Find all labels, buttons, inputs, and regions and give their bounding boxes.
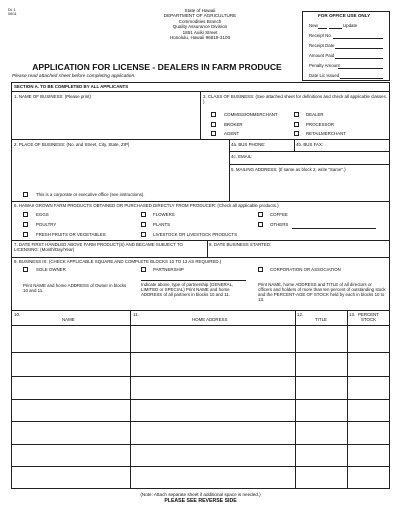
office-amount-paid-label: Amount Paid <box>309 53 335 58</box>
col-address-header: HOME ADDRESS <box>192 317 228 322</box>
block7-label: 7. DATE FIRST HANDLED ABOVE FARM PRODUCT(S) AND BECAME SUBJECT TO LICENSING: (Month/Day/Year) <box>14 242 183 252</box>
class-retail-checkbox[interactable] <box>294 131 299 136</box>
mailing-address-label: 5. MAILING ADDRESS: (If same as block 2, write "Same".) <box>231 167 346 172</box>
col12-number: 12. <box>297 312 304 317</box>
header-line3: Commodities Branch <box>178 18 222 24</box>
class-retail-label: RETAILMERCHANT <box>306 131 346 136</box>
form-id <box>8 8 17 17</box>
product-poultry-label: POULTRY <box>36 222 57 227</box>
product-coffee-checkbox[interactable] <box>258 212 263 217</box>
agency-header <box>110 8 290 40</box>
col11-number: 11. <box>133 312 139 317</box>
product-fruits-checkbox[interactable] <box>23 232 28 237</box>
sole-owner-checkbox[interactable] <box>23 267 28 272</box>
office-receipt-no-label: Receipt No. <box>309 33 332 38</box>
see-reverse-side: PLEASE SEE REVERSE SIDE <box>164 498 237 504</box>
bus-phone-label: 4a. BUS PHONE: <box>231 142 266 147</box>
col-name-header: NAME <box>62 317 75 322</box>
class-commission-label: COMMISSIONMERCHANT <box>224 112 278 117</box>
office-penalty-label: Penalty Amount <box>309 63 340 68</box>
office-date-issued-label: Date Lic Issued <box>309 73 340 78</box>
form-title: APPLICATION FOR LICENSE - DEALERS IN FARM PRODUCE <box>32 62 282 72</box>
partnership-label: PARTNERSHIP <box>153 267 184 272</box>
corporate-office-checkbox[interactable] <box>23 192 28 197</box>
block2-label: 2. PLACE OF BUSINESS: (No. and Street, City, State, ZIP) <box>14 142 130 147</box>
col-title-header: TITLE <box>315 317 327 322</box>
product-coffee-label: COFFEE <box>270 212 288 217</box>
sole-owner-note: Print NAME and home ADDRESS of Owner in blocks 10 and 11. <box>23 283 127 293</box>
others-underline <box>292 228 376 229</box>
header-line4: Quality Assurance Division <box>172 24 228 30</box>
partnership-checkbox[interactable] <box>141 267 146 272</box>
business-name-input[interactable] <box>14 102 198 136</box>
product-eggs-label: EGGS <box>36 212 49 217</box>
office-new-label: New <box>309 23 318 28</box>
product-flowers-label: FLOWERS <box>153 212 175 217</box>
office-receipt-date-label: Receipt Date <box>309 43 335 48</box>
class-dealer-checkbox[interactable] <box>294 112 299 117</box>
header-line1: State of Hawaii <box>184 8 216 13</box>
partnership-type-underline <box>141 280 246 281</box>
block3-label: 3. CLASS OF BUSINESS: (See attached sheet for definitions and check all applicable classes. ) <box>203 94 388 104</box>
office-use-title: FOR OFFICE USE ONLY <box>318 13 371 18</box>
col-stock-header: STOCK <box>361 317 377 322</box>
product-eggs-checkbox[interactable] <box>23 212 28 217</box>
product-livestock-checkbox[interactable] <box>141 232 146 237</box>
block8-label: 8. DATE BUSINESS STARTED: <box>209 242 272 247</box>
product-poultry-checkbox[interactable] <box>23 222 28 227</box>
class-agent-label: AGENT <box>224 131 240 136</box>
instruction-text: Please read attached sheet before completing application. <box>12 74 136 79</box>
office-update-label: Update <box>343 23 358 28</box>
block9-label: 9. BUSINESS IS: (CHECK APPLICABLE SQUARE AND COMPLETE BLOCKS 10 TO 13 AS REQUIRED.) <box>14 259 222 264</box>
class-agent-checkbox[interactable] <box>211 131 216 136</box>
form-id-line2: 08/11 <box>8 12 17 17</box>
product-plants-checkbox[interactable] <box>141 222 146 227</box>
class-broker-label: BROKER <box>224 122 243 127</box>
product-others-label: OTHERS <box>270 222 289 227</box>
col-percent-header: PERCENT <box>358 312 379 317</box>
corporation-label: CORPORATION OR ASSOCIATION <box>270 267 341 272</box>
product-others-checkbox[interactable] <box>258 222 263 227</box>
header-line6: Honolulu, Hawaii 96819-3100 <box>169 35 231 41</box>
class-processor-label: PROCESSOR <box>306 122 335 127</box>
form-id-line1: DL 1 <box>8 8 16 12</box>
class-processor-checkbox[interactable] <box>294 122 299 127</box>
block1-label: 1. NAME OF BUSINESS: (Please print) <box>14 94 91 99</box>
header-line2: DEPARTMENT OF AGRICULTURE <box>163 13 237 19</box>
col13-number: 13. <box>349 312 356 317</box>
corporation-note: Print NAME, home ADDRESS and TITLE of all directors or officers and holders of more than ten percent of outstanding stock and the PERCENT-AGE OF STOCK held by each in blocks 10 to 13. <box>258 282 386 302</box>
sole-owner-label: SOLE OWNER <box>36 267 66 272</box>
product-plants-label: PLANTS <box>153 222 171 227</box>
product-fruits-label: FRESH FRUITS OR VEGETABLES <box>36 232 106 237</box>
block6-label: 6. HAWAII GROWN FARM PRODUCTS OBTAINED OR PURCHASED DIRECTLY FROM PRODUCER: (Check all applicable products.) <box>14 203 279 208</box>
corporate-office-label: This is a corporate or executive office (see instructions). <box>36 192 145 197</box>
email-label: 4c. EMAIL: <box>231 154 253 159</box>
class-broker-checkbox[interactable] <box>211 122 216 127</box>
product-flowers-checkbox[interactable] <box>141 212 146 217</box>
bus-fax-label: 4b. BUS FAX: <box>296 142 324 147</box>
place-of-business-input[interactable] <box>14 150 226 188</box>
corporation-checkbox[interactable] <box>258 267 263 272</box>
class-commission-checkbox[interactable] <box>211 112 216 117</box>
partnership-note: Indicate above, type of partnership (GENERAL, LIMITED or SPECIAL) Print NAME and home ADDRESS of all partners in blocks 10 and 11. <box>141 282 234 297</box>
product-livestock-label: LIVESTOCK OR LIVESTOCK PRODUCTS <box>153 232 238 237</box>
footer-note: (Note: Attach separate sheet if additional space is needed.) <box>140 492 261 497</box>
class-dealer-label: DEALER <box>306 112 324 117</box>
col10-number: 10. <box>14 312 21 317</box>
header-line5: 1851 Auiki Street <box>182 29 218 35</box>
section-a-heading: SECTION A. TO BE COMPLETED BY ALL APPLICANTS <box>14 84 129 89</box>
